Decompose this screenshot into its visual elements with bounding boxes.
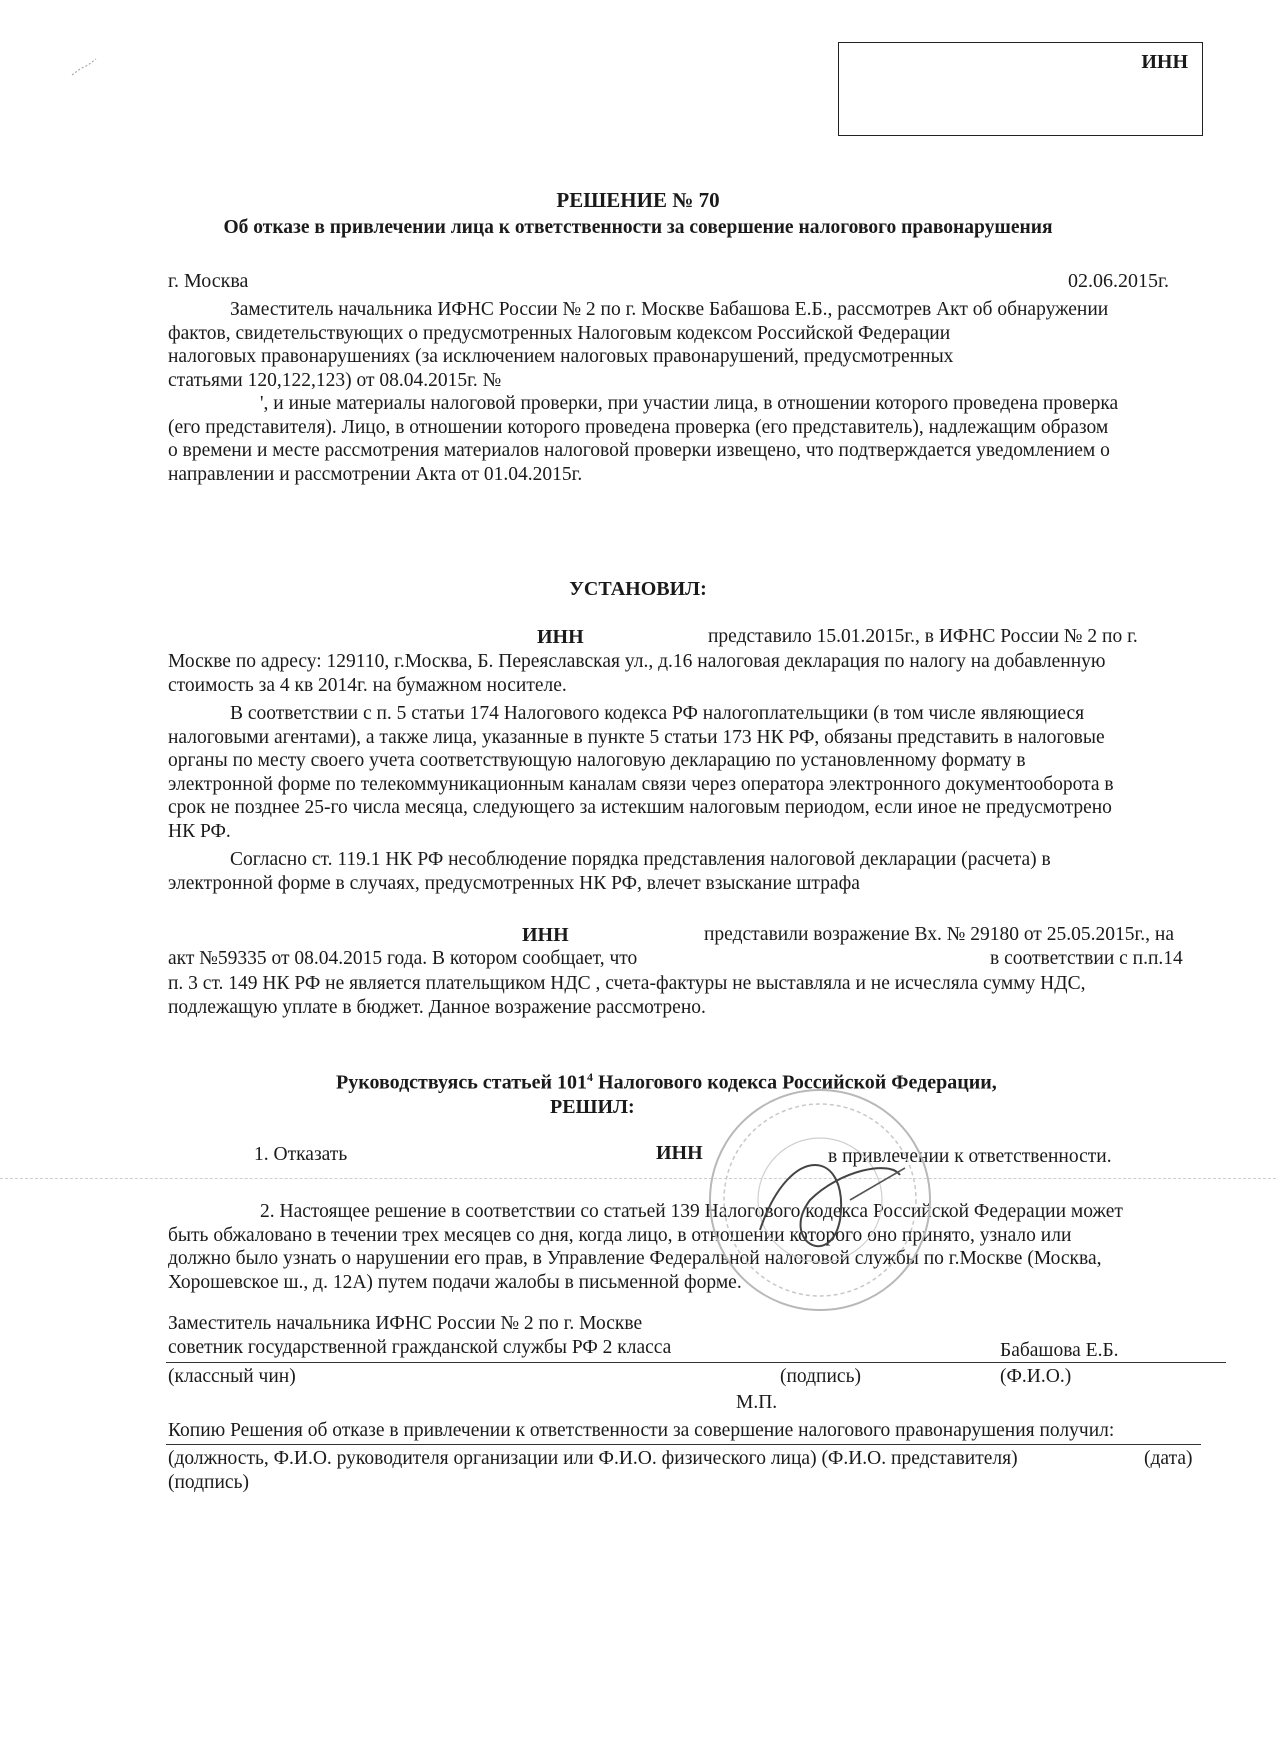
para1-first-line: представило 15.01.2015г., в ИФНС России № 2 по г. — [708, 626, 1138, 647]
item1-left: 1. Отказать — [254, 1144, 348, 1165]
para4-line2-left: акт №59335 от 08.04.2015 года. В котором сообщает, что — [168, 948, 638, 969]
para3-line: Согласно ст. 119.1 НК РФ несоблюдение порядка представления налоговой декларации (расчета) в — [230, 849, 1051, 870]
para4-inn-label: ИНН — [522, 924, 569, 946]
sign-caption: (подпись) — [780, 1366, 861, 1387]
official-stamp-icon — [700, 1080, 940, 1320]
decided-heading: РЕШИЛ: — [550, 1096, 635, 1118]
para3 — [168, 848, 1208, 895]
item1-inn-label: ИНН — [656, 1142, 703, 1164]
intro-line: (его представителя). Лицо, в отношении которого проведена проверка (его представитель), надлежащим образом — [168, 416, 1109, 438]
receipt-line-1: Копию Решения об отказе в привлечении к ответственности за совершение налогового правонарушения получил: — [168, 1420, 1115, 1441]
para1-line: Москве по адресу: 129110, г.Москва, Б. Переяславская ул., д.16 налоговая декларация по налогу на добавленную — [168, 651, 1106, 672]
para1-inn-label: ИНН — [537, 626, 584, 648]
item1-right: в привлечении к ответственности. — [828, 1146, 1112, 1167]
receipt-line-3: (подпись) — [168, 1472, 249, 1493]
seal-place: М.П. — [736, 1392, 778, 1413]
para2-line: В соответствии с п. 5 статьи 174 Налогового кодекса РФ налогоплательщики (в том числе являющиеся — [230, 703, 1085, 724]
para4-line: п. 3 ст. 149 НК РФ не является плательщиком НДС , счета-фактуры не выставляла и не исчесляла сумму НДС, — [168, 973, 1086, 994]
item2-line: быть обжаловано в течении трех месяцев со дня, когда лицо, в отношении которого оно принято, узнало или — [168, 1224, 1072, 1246]
para2-line: срок не позднее 25-го числа месяца, следующего за истекшим налоговым периодом, если иное не предусмотрено — [168, 797, 1112, 818]
item2 — [168, 1200, 1208, 1294]
city: г. Москва — [168, 270, 249, 292]
para1-line: стоимость за 4 кв 2014г. на бумажном носителе. — [168, 674, 567, 696]
receipt-date-caption: (дата) — [1144, 1448, 1193, 1469]
document-date: 02.06.2015г. — [1068, 270, 1169, 292]
scan-mark-icon — [70, 55, 100, 79]
intro-line: фактов, свидетельствующих о предусмотренных Налоговым кодексом Российской Федерации — [168, 322, 951, 344]
receipt-rule — [166, 1444, 1201, 1445]
document-title: РЕШЕНИЕ № 70 — [556, 188, 720, 212]
item2-line: должно было узнать о нарушении его прав, в Управление Федеральной налоговой службы по г.Москве (Москва, — [168, 1248, 1102, 1269]
guided-text: Руководствуясь статьей 101 — [336, 1071, 588, 1094]
para4-line2-right: в соответствии с п.п.14 — [990, 948, 1183, 969]
intro-line: налоговых правонарушениях (за исключением налоговых правонарушений, предусмотренных — [168, 346, 954, 367]
established-heading: УСТАНОВИЛ: — [569, 578, 707, 600]
guided-sup: 4 — [587, 1070, 594, 1084]
inn-box-label: ИНН — [1141, 51, 1188, 73]
signer-position-1: Заместитель начальника ИФНС России № 2 по г. Москве — [168, 1313, 643, 1334]
para2-line: НК РФ. — [168, 820, 231, 842]
intro-line: ', и иные материалы налоговой проверки, при участии лица, в отношении которого проведена проверка — [260, 393, 1119, 414]
scan-fold-line — [0, 1178, 1276, 1179]
signer-name: Бабашова Е.Б. — [1000, 1340, 1119, 1361]
document-subtitle: Об отказе в привлечении лица к ответственности за совершение налогового правонарушения — [223, 217, 1053, 238]
guided-rest: Налогового кодекса Российской Федерации, — [593, 1071, 997, 1094]
para4-first-line: представили возражение Вх. № 29180 от 25.05.2015г., на — [704, 924, 1174, 945]
fio-caption: (Ф.И.О.) — [1000, 1366, 1072, 1387]
receipt-line-2: (должность, Ф.И.О. руководителя организации или Ф.И.О. физического лица) (Ф.И.О. представителя) — [168, 1448, 1018, 1469]
signature-rule — [166, 1362, 1226, 1363]
item2-line: 2. Настоящее решение в соответствии со статьей 139 Налогового кодекса Российской Федерации может — [260, 1201, 1123, 1222]
para2-line: налоговыми агентами), а также лица, указанные в пункте 5 статьи 173 НК РФ, обязаны представить в налоговые — [168, 726, 1105, 748]
intro-line: статьями 120,122,123) от 08.04.2015г. № — [168, 369, 502, 391]
intro-line: о времени и месте рассмотрения материалов налоговой проверки извещено, что подтверждается уведомлением о — [168, 440, 1110, 461]
signer-position-2: советник государственной гражданской службы РФ 2 класса — [168, 1337, 672, 1358]
inn-box — [838, 42, 1203, 136]
rank-caption: (классный чин) — [168, 1366, 296, 1387]
para4-line: подлежащую уплате в бюджет. Данное возражение рассмотрено. — [168, 996, 706, 1018]
para1 — [168, 650, 1208, 697]
intro-line: Заместитель начальника ИФНС России № 2 по г. Москве Бабашова Е.Б., рассмотрев Акт об обнаружении — [230, 299, 1109, 320]
para2-line: электронной форме по телекоммуникационным каналам связи через оператора электронного документооборота в — [168, 773, 1114, 795]
para2-line: органы по месту своего учета соответствующую налоговую декларацию по установленному формату в — [168, 750, 1026, 771]
para3-line: электронной форме в случаях, предусмотренных НК РФ, влечет взыскание штрафа — [168, 872, 860, 894]
item2-line: Хорошевское ш., д. 12А) путем подачи жалобы в письменной форме. — [168, 1271, 742, 1293]
para4 — [168, 972, 1208, 1019]
intro-paragraph — [168, 298, 1208, 486]
intro-line: направлении и рассмотрении Акта от 01.04.2015г. — [168, 463, 583, 485]
para2 — [168, 702, 1208, 843]
